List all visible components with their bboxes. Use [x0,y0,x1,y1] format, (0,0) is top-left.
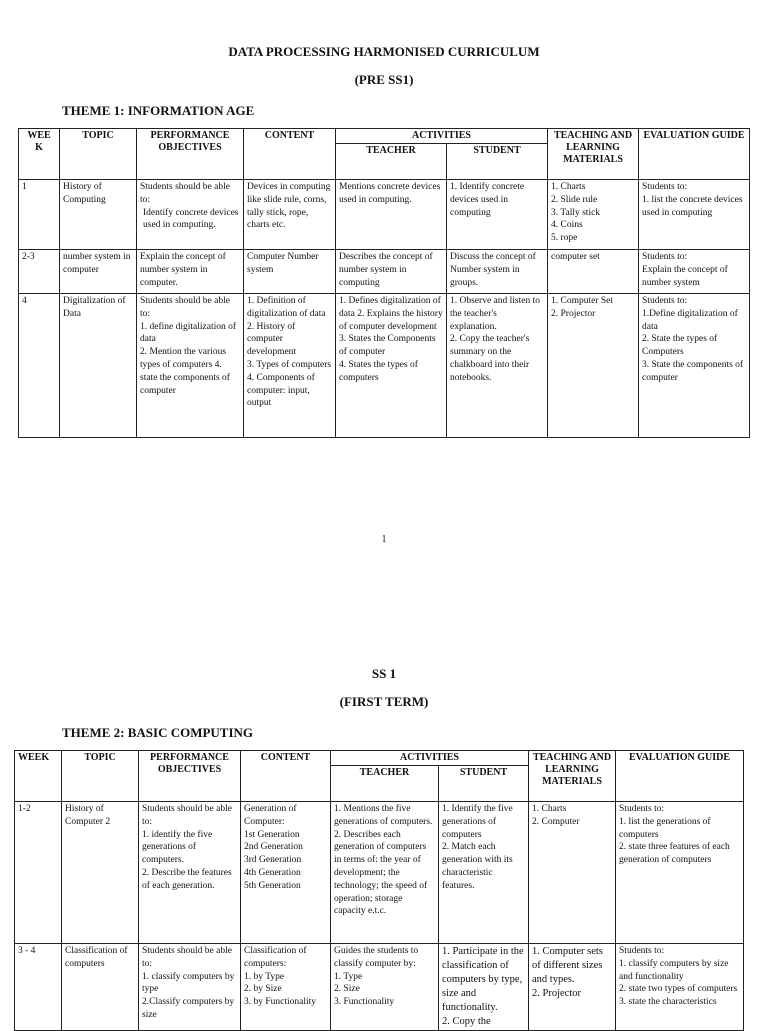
cell-materials: 1. Charts 2. Slide rule 3. Tally stick 4. Coins 5. rope [548,180,639,250]
header-teacher: TEACHER [336,144,447,180]
cell-teacher: Guides the students to classify computer by: 1. Type 2. Size 3. Functionality [331,944,439,1031]
curriculum-table-1 [18,128,750,438]
page2-subtitle: (FIRST TERM) [339,694,429,709]
theme-heading-2: THEME 2: BASIC COMPUTING [62,725,254,740]
cell-materials: 1. Computer sets of different sizes and types. 2. Projector [529,944,616,1031]
cell-topic: Digitalization of Data [60,294,137,438]
header-materials: TEACHING AND LEARNING MATERIALS [529,751,616,802]
document-subtitle: (PRE SS1) [354,72,414,87]
cell-topic: History of Computer 2 [62,802,139,944]
cell-teacher: 1. Mentions the five generations of computers. 2. Describes each generation of computers in terms of: the year of development; the technology; the speed of operation; storage capacity e.t.c. [331,802,439,944]
cell-topic: History of Computing [60,180,137,250]
cell-content: Classification of computers: 1. by Type 2. by Size 3. by Functionality [241,944,331,1031]
table-row [19,180,750,250]
header-objectives: PERFORMANCE OBJECTIVES [139,751,241,802]
cell-week: 3 - 4 [15,944,62,1031]
header-evaluation: EVALUATION GUIDE [616,751,744,802]
cell-topic: Classification of computers [62,944,139,1031]
header-week: WEEK [15,751,62,802]
cell-objectives: Students should be able to: 1. classify computers by type 2.Classify computers by size [139,944,241,1031]
cell-teacher: 1. Defines digitalization of data 2. Explains the history of computer development 3. States the Components of computer 4. States the types of computers [336,294,447,438]
cell-teacher: Mentions concrete devices used in computing. [336,180,447,250]
cell-materials: 1. Charts 2. Computer [529,802,616,944]
cell-student: 1. Observe and listen to the teacher's explanation. 2. Copy the teacher's summary on the chalkboard into their notebooks. [447,294,548,438]
page2-title: SS 1 [371,666,397,681]
cell-evaluation: Students to: 1. list the concrete devices used in computing [639,180,750,250]
cell-week: 2-3 [19,250,60,294]
header-materials: TEACHING AND LEARNING MATERIALS [548,129,639,180]
cell-materials: computer set [548,250,639,294]
cell-objectives: Explain the concept of number system in computer. [137,250,244,294]
curriculum-table-2 [14,750,744,1031]
table-row [19,250,750,294]
cell-teacher: Describes the concept of number system in computing [336,250,447,294]
header-week: WEE K [19,129,60,180]
table-row [15,802,744,944]
header-objectives: PERFORMANCE OBJECTIVES [137,129,244,180]
cell-week: 1-2 [15,802,62,944]
cell-evaluation: Students to: 1.Define digitalization of data 2. State the types of Computers 3. State the components of computer [639,294,750,438]
cell-student: Discuss the concept of Number system in groups. [447,250,548,294]
cell-student: 1. Identify concrete devices used in computing [447,180,548,250]
header-activities: ACTIVITIES [336,129,548,144]
theme-heading-1: THEME 1: INFORMATION AGE [62,103,255,118]
header-teacher: TEACHER [331,766,439,802]
cell-student: 1. Identify the five generations of computers 2. Match each generation with its characteristic features. [439,802,529,944]
cell-objectives: Students should be able to: Identify concrete devices used in computing. [137,180,244,250]
cell-materials: 1. Computer Set 2. Projector [548,294,639,438]
header-content: CONTENT [241,751,331,802]
header-student: STUDENT [447,144,548,180]
cell-student: 1. Participate in the classification of computers by type, size and functionality. 2. Copy the [439,944,529,1031]
cell-topic: number system in computer [60,250,137,294]
cell-content: 1. Definition of digitalization of data 2. History of computer development 3. Types of computers 4. Components of computer: input, output [244,294,336,438]
header-evaluation: EVALUATION GUIDE [639,129,750,180]
cell-week: 1 [19,180,60,250]
header-topic: TOPIC [62,751,139,802]
cell-objectives: Students should be able to: 1. identify the five generations of computers. 2. Describe the features of each generation. [139,802,241,944]
cell-content: Devices in computing like slide rule, corns, tally stick, rope, charts etc. [244,180,336,250]
header-activities: ACTIVITIES [331,751,529,766]
table-row [15,944,744,1031]
header-topic: TOPIC [60,129,137,180]
cell-week: 4 [19,294,60,438]
document-title: DATA PROCESSING HARMONISED CURRICULUM [228,44,540,59]
cell-objectives: Students should be able to: 1. define digitalization of data 2. Mention the various types of computers 4. state the components of computer [137,294,244,438]
cell-evaluation: Students to: 1. classify computers by size and functionality 2. state two types of computers 3. state the characteristics [616,944,744,1031]
cell-content: Computer Number system [244,250,336,294]
header-student: STUDENT [439,766,529,802]
header-content: CONTENT [244,129,336,180]
page-number: 1 [381,534,387,545]
cell-evaluation: Students to: 1. list the generations of computers 2. state three features of each generation of computers [616,802,744,944]
cell-content: Generation of Computer: 1st Generation 2nd Generation 3rd Generation 4th Generation 5th Generation [241,802,331,944]
cell-evaluation: Students to: Explain the concept of number system [639,250,750,294]
table-row [19,294,750,438]
